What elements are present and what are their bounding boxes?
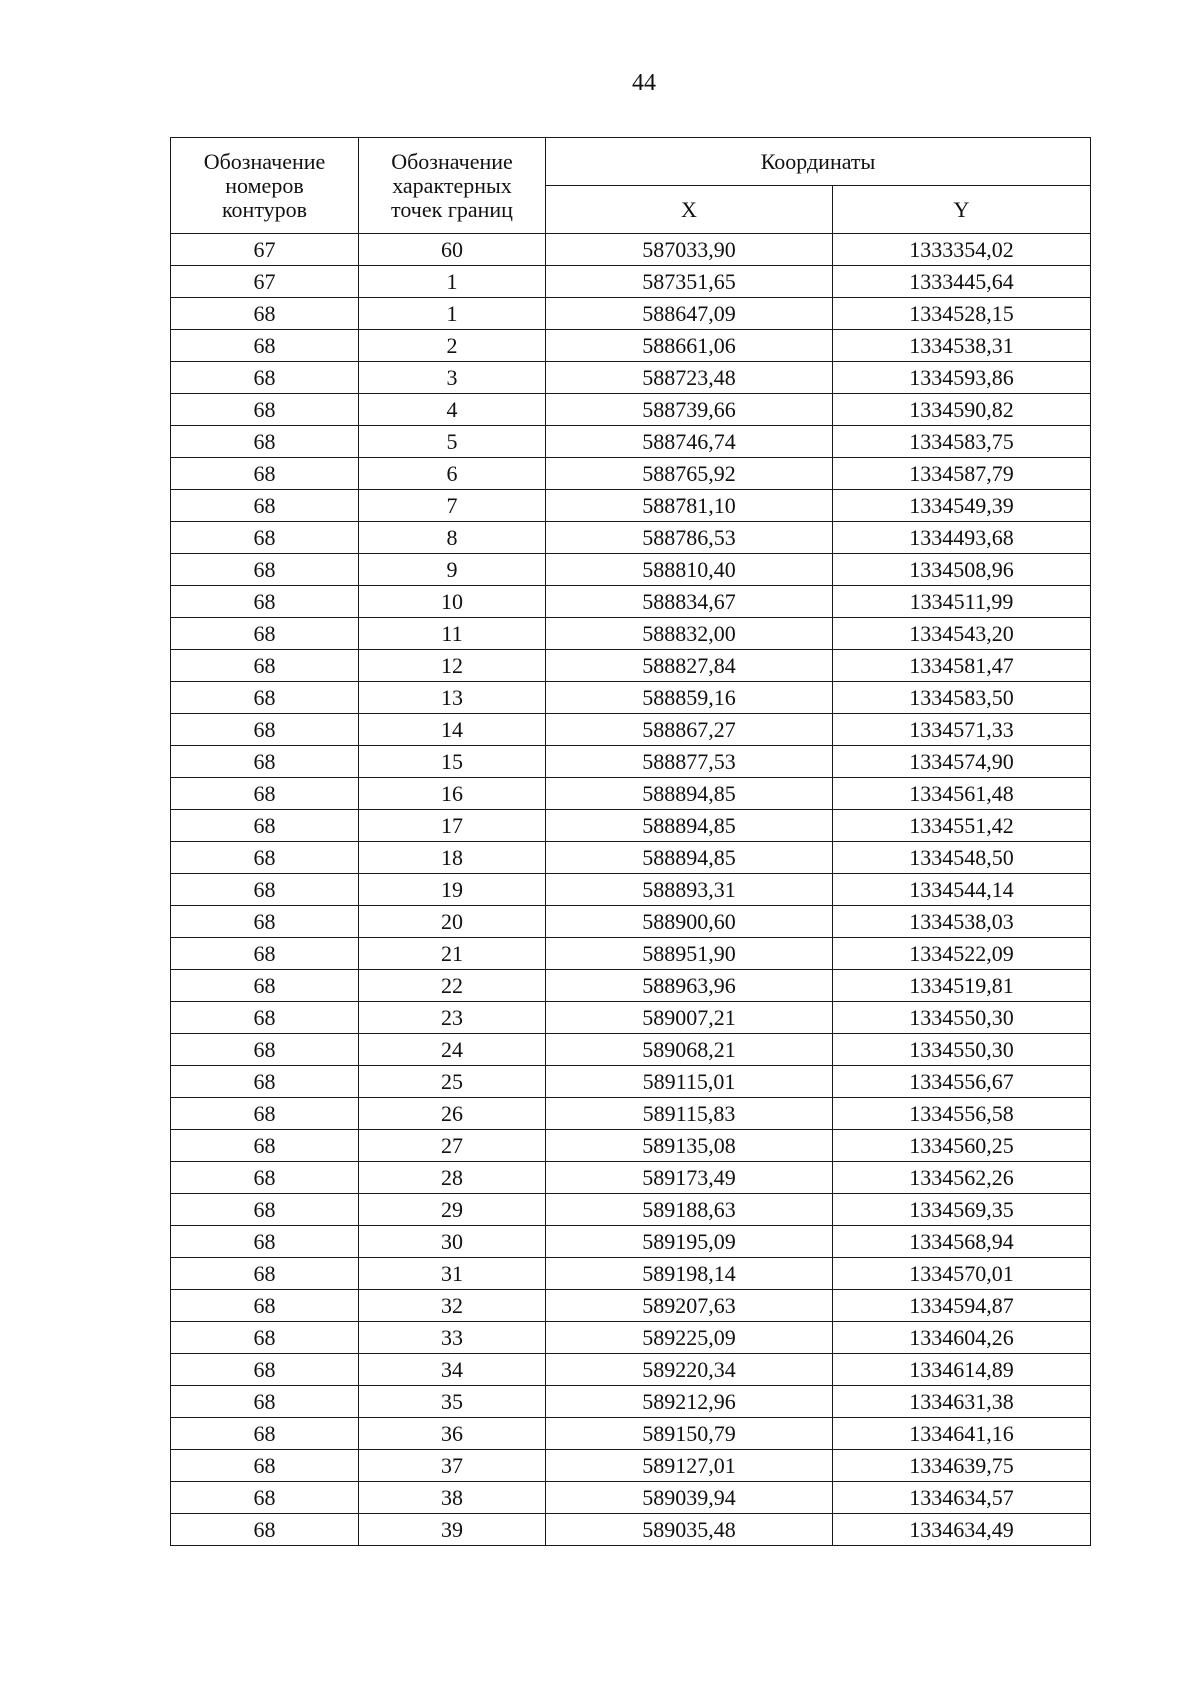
table-row: [171, 330, 1091, 362]
table-row: [171, 938, 1091, 970]
table-row: [171, 906, 1091, 938]
header-line: точек границ: [391, 196, 513, 222]
cell-y: 1334556,67: [833, 1066, 1091, 1098]
cell-x: 587033,90: [546, 234, 833, 266]
header-boundary-points: [359, 138, 546, 234]
cell-y: 1334538,03: [833, 906, 1091, 938]
cell-x: 588834,67: [546, 586, 833, 618]
cell-contour: 68: [171, 362, 359, 394]
cell-y: 1334522,09: [833, 938, 1091, 970]
cell-y: 1334528,15: [833, 298, 1091, 330]
cell-x: 589115,01: [546, 1066, 833, 1098]
cell-contour: 68: [171, 554, 359, 586]
cell-y: 1334550,30: [833, 1034, 1091, 1066]
cell-contour: 68: [171, 1194, 359, 1226]
cell-x: 588810,40: [546, 554, 833, 586]
cell-x: 589135,08: [546, 1130, 833, 1162]
cell-point: 36: [359, 1418, 546, 1450]
header-coordinates: Координаты: [546, 138, 1091, 186]
cell-x: 587351,65: [546, 266, 833, 298]
table-row: [171, 714, 1091, 746]
cell-x: 588781,10: [546, 490, 833, 522]
cell-point: 1: [359, 266, 546, 298]
cell-y: 1334631,38: [833, 1386, 1091, 1418]
cell-y: 1334604,26: [833, 1322, 1091, 1354]
cell-y: 1334561,48: [833, 778, 1091, 810]
cell-y: 1334511,99: [833, 586, 1091, 618]
cell-contour: 68: [171, 1290, 359, 1322]
header-line: Обозначение: [391, 148, 513, 174]
table-row: [171, 1418, 1091, 1450]
cell-contour: 68: [171, 778, 359, 810]
cell-y: 1334593,86: [833, 362, 1091, 394]
cell-contour: 68: [171, 330, 359, 362]
cell-x: 588963,96: [546, 970, 833, 1002]
cell-point: 14: [359, 714, 546, 746]
table-row: [171, 362, 1091, 394]
cell-x: 589173,49: [546, 1162, 833, 1194]
cell-x: 589195,09: [546, 1226, 833, 1258]
cell-point: 21: [359, 938, 546, 970]
coordinates-table: [170, 137, 1091, 1546]
cell-contour: 68: [171, 1258, 359, 1290]
cell-point: 26: [359, 1098, 546, 1130]
cell-y: 1334590,82: [833, 394, 1091, 426]
table-row: [171, 1002, 1091, 1034]
cell-y: 1334543,20: [833, 618, 1091, 650]
cell-contour: 68: [171, 1130, 359, 1162]
cell-contour: 68: [171, 938, 359, 970]
cell-contour: 68: [171, 1514, 359, 1546]
cell-point: 25: [359, 1066, 546, 1098]
cell-x: 588894,85: [546, 778, 833, 810]
cell-x: 589220,34: [546, 1354, 833, 1386]
table-row: [171, 394, 1091, 426]
cell-point: 37: [359, 1450, 546, 1482]
cell-contour: 68: [171, 394, 359, 426]
table-row: [171, 970, 1091, 1002]
table-row: [171, 522, 1091, 554]
cell-y: 1334568,94: [833, 1226, 1091, 1258]
cell-contour: 67: [171, 234, 359, 266]
cell-point: 24: [359, 1034, 546, 1066]
cell-x: 588723,48: [546, 362, 833, 394]
cell-y: 1334556,58: [833, 1098, 1091, 1130]
table-body: [171, 234, 1091, 1546]
cell-contour: 68: [171, 1386, 359, 1418]
cell-y: 1334574,90: [833, 746, 1091, 778]
table-row: [171, 1322, 1091, 1354]
header-line: Обозначение: [203, 148, 326, 174]
cell-contour: 68: [171, 426, 359, 458]
cell-y: 1334571,33: [833, 714, 1091, 746]
cell-point: 28: [359, 1162, 546, 1194]
table-row: [171, 1130, 1091, 1162]
cell-point: 16: [359, 778, 546, 810]
cell-y: 1334544,14: [833, 874, 1091, 906]
cell-point: 33: [359, 1322, 546, 1354]
table-row: [171, 1450, 1091, 1482]
cell-contour: 68: [171, 586, 359, 618]
cell-x: 589127,01: [546, 1450, 833, 1482]
cell-point: 18: [359, 842, 546, 874]
cell-point: 10: [359, 586, 546, 618]
table-row: [171, 266, 1091, 298]
cell-y: 1334550,30: [833, 1002, 1091, 1034]
cell-y: 1334569,35: [833, 1194, 1091, 1226]
cell-x: 589035,48: [546, 1514, 833, 1546]
cell-x: 588746,74: [546, 426, 833, 458]
cell-point: 35: [359, 1386, 546, 1418]
table-header: [171, 138, 1091, 234]
cell-point: 15: [359, 746, 546, 778]
cell-point: 31: [359, 1258, 546, 1290]
cell-y: 1334634,57: [833, 1482, 1091, 1514]
cell-contour: 68: [171, 1482, 359, 1514]
cell-x: 588739,66: [546, 394, 833, 426]
header-x: X: [546, 186, 833, 234]
cell-point: 3: [359, 362, 546, 394]
cell-x: 588827,84: [546, 650, 833, 682]
table-row: [171, 746, 1091, 778]
table-row: [171, 618, 1091, 650]
cell-point: 30: [359, 1226, 546, 1258]
table-row: [171, 1162, 1091, 1194]
cell-y: 1334560,25: [833, 1130, 1091, 1162]
cell-y: 1334562,26: [833, 1162, 1091, 1194]
cell-point: 32: [359, 1290, 546, 1322]
table-row: [171, 1194, 1091, 1226]
cell-point: 2: [359, 330, 546, 362]
cell-contour: 68: [171, 1098, 359, 1130]
cell-point: 38: [359, 1482, 546, 1514]
cell-x: 588877,53: [546, 746, 833, 778]
cell-x: 588786,53: [546, 522, 833, 554]
cell-point: 27: [359, 1130, 546, 1162]
table-row: [171, 1258, 1091, 1290]
table-row: [171, 682, 1091, 714]
cell-point: 22: [359, 970, 546, 1002]
cell-x: 588647,09: [546, 298, 833, 330]
cell-x: 589225,09: [546, 1322, 833, 1354]
cell-contour: 68: [171, 458, 359, 490]
table-row: [171, 842, 1091, 874]
cell-point: 29: [359, 1194, 546, 1226]
cell-x: 588893,31: [546, 874, 833, 906]
cell-y: 1333445,64: [833, 266, 1091, 298]
cell-y: 1334639,75: [833, 1450, 1091, 1482]
cell-point: 4: [359, 394, 546, 426]
cell-contour: 68: [171, 874, 359, 906]
cell-y: 1334508,96: [833, 554, 1091, 586]
cell-x: 589115,83: [546, 1098, 833, 1130]
table-row: [171, 1290, 1091, 1322]
cell-x: 589150,79: [546, 1418, 833, 1450]
cell-x: 589007,21: [546, 1002, 833, 1034]
cell-point: 9: [359, 554, 546, 586]
cell-contour: 67: [171, 266, 359, 298]
cell-y: 1334583,75: [833, 426, 1091, 458]
cell-y: 1334548,50: [833, 842, 1091, 874]
cell-x: 589212,96: [546, 1386, 833, 1418]
cell-contour: 68: [171, 682, 359, 714]
cell-point: 19: [359, 874, 546, 906]
cell-y: 1334634,49: [833, 1514, 1091, 1546]
cell-x: 588894,85: [546, 842, 833, 874]
cell-y: 1334493,68: [833, 522, 1091, 554]
table-row: [171, 1066, 1091, 1098]
cell-point: 8: [359, 522, 546, 554]
cell-x: 588859,16: [546, 682, 833, 714]
cell-contour: 68: [171, 522, 359, 554]
cell-point: 39: [359, 1514, 546, 1546]
cell-point: 12: [359, 650, 546, 682]
header-line: характерных: [392, 172, 512, 198]
header-y: Y: [833, 186, 1091, 234]
table-row: [171, 490, 1091, 522]
table-row: [171, 874, 1091, 906]
cell-point: 34: [359, 1354, 546, 1386]
cell-y: 1334538,31: [833, 330, 1091, 362]
table-row: [171, 778, 1091, 810]
cell-contour: 68: [171, 618, 359, 650]
cell-y: 1334641,16: [833, 1418, 1091, 1450]
cell-contour: 68: [171, 842, 359, 874]
page-number: 44: [632, 70, 656, 96]
cell-point: 6: [359, 458, 546, 490]
cell-x: 589068,21: [546, 1034, 833, 1066]
cell-y: 1334570,01: [833, 1258, 1091, 1290]
cell-contour: 68: [171, 1162, 359, 1194]
table-row: [171, 554, 1091, 586]
cell-x: 589188,63: [546, 1194, 833, 1226]
cell-contour: 68: [171, 1418, 359, 1450]
cell-y: 1334594,87: [833, 1290, 1091, 1322]
cell-x: 588832,00: [546, 618, 833, 650]
cell-y: 1334551,42: [833, 810, 1091, 842]
cell-contour: 68: [171, 490, 359, 522]
cell-x: 588894,85: [546, 810, 833, 842]
table-row: [171, 1482, 1091, 1514]
cell-x: 589207,63: [546, 1290, 833, 1322]
cell-x: 588661,06: [546, 330, 833, 362]
cell-point: 7: [359, 490, 546, 522]
table-row: [171, 1386, 1091, 1418]
header-contour-numbers: [171, 138, 359, 234]
table-row: [171, 1226, 1091, 1258]
table-row: [171, 1514, 1091, 1546]
cell-x: 588765,92: [546, 458, 833, 490]
cell-point: 13: [359, 682, 546, 714]
cell-x: 589039,94: [546, 1482, 833, 1514]
cell-contour: 68: [171, 1322, 359, 1354]
cell-contour: 68: [171, 650, 359, 682]
cell-point: 17: [359, 810, 546, 842]
cell-point: 11: [359, 618, 546, 650]
cell-contour: 68: [171, 1226, 359, 1258]
cell-y: 1334549,39: [833, 490, 1091, 522]
table-row: [171, 458, 1091, 490]
cell-y: 1334614,89: [833, 1354, 1091, 1386]
cell-y: 1334583,50: [833, 682, 1091, 714]
table-row: [171, 810, 1091, 842]
table-row: [171, 650, 1091, 682]
cell-contour: 68: [171, 298, 359, 330]
table-row: [171, 426, 1091, 458]
cell-x: 588951,90: [546, 938, 833, 970]
cell-y: 1334587,79: [833, 458, 1091, 490]
cell-x: 588900,60: [546, 906, 833, 938]
table-row: [171, 586, 1091, 618]
header-line: контуров: [221, 196, 308, 222]
table-row: [171, 1034, 1091, 1066]
cell-x: 589198,14: [546, 1258, 833, 1290]
cell-contour: 68: [171, 1034, 359, 1066]
cell-point: 1: [359, 298, 546, 330]
cell-y: 1334519,81: [833, 970, 1091, 1002]
cell-point: 60: [359, 234, 546, 266]
cell-point: 23: [359, 1002, 546, 1034]
cell-contour: 68: [171, 970, 359, 1002]
cell-x: 588867,27: [546, 714, 833, 746]
cell-contour: 68: [171, 1066, 359, 1098]
cell-contour: 68: [171, 1450, 359, 1482]
cell-y: 1333354,02: [833, 234, 1091, 266]
cell-contour: 68: [171, 714, 359, 746]
table-row: [171, 1354, 1091, 1386]
cell-y: 1334581,47: [833, 650, 1091, 682]
table-row: [171, 234, 1091, 266]
cell-point: 20: [359, 906, 546, 938]
table-row: [171, 1098, 1091, 1130]
header-line: номеров: [225, 172, 304, 198]
cell-point: 5: [359, 426, 546, 458]
cell-contour: 68: [171, 906, 359, 938]
cell-contour: 68: [171, 746, 359, 778]
cell-contour: 68: [171, 1002, 359, 1034]
table-row: [171, 298, 1091, 330]
cell-contour: 68: [171, 810, 359, 842]
cell-contour: 68: [171, 1354, 359, 1386]
